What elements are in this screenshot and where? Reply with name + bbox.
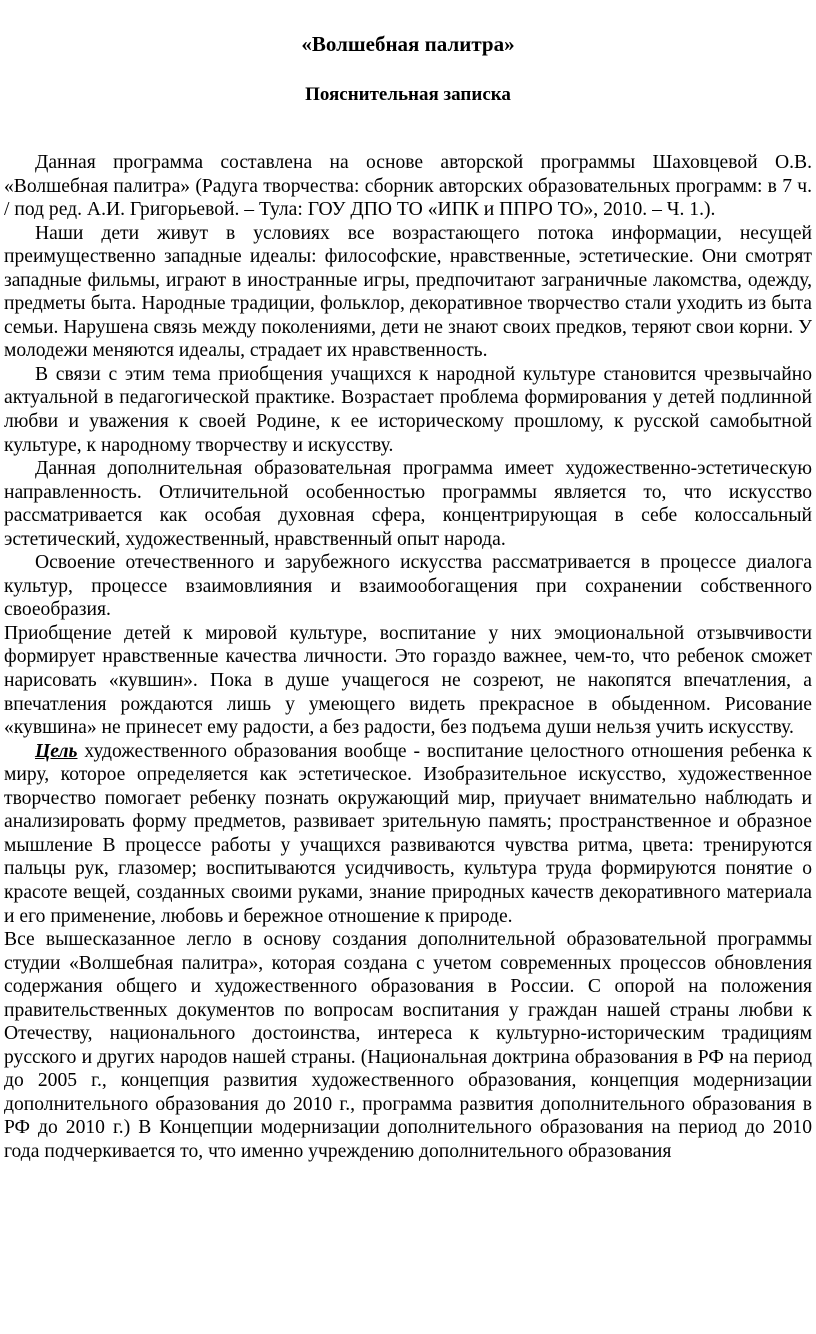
document-body (4, 151, 812, 1164)
paragraph-dialogue-of-cultures: Освоение отечественного и зарубежного искусства рассматривается в процессе диалога культур, процессе взаимовлияния и взаимообогащения при сохранении собственного своеобразия. (4, 552, 812, 621)
paragraph-source: Данная программа составлена на основе авторской программы Шаховцевой О.В. «Волшебная палитра» (Радуга творчества: сборник авторских образовательных программ: в 7 ч. / под ред. А.И. Григорьевой. – Тула: ГОУ ДПО ТО «ИПК и ППРО ТО», 2010. – Ч. 1.). (4, 152, 812, 221)
paragraph-children-context: Наши дети живут в условиях все возрастающего потока информации, несущей преимущественно западные идеалы: философские, нравственные, эстетические. Они смотрят западные фильмы, играют в иностранные игры, предпочитают заграничные лакомства, одежду, предметы быта. Народные традиции, фольклор, декоративное творчество стали уходить из быта семьи. Нарушена связь между поколениями, дети не знают своих предков, теряют свои корни. У молодежи меняются идеалы, страдает их нравственность. (4, 222, 812, 362)
paragraph-program-basis: Все вышесказанное легло в основу создания дополнительной образовательной программы студии «Волшебная палитра», которая создана с учетом современных процессов обновления содержания общего и художественного образования в России. С опорой на положения правительственных документов по вопросам воспитания у граждан нашей страны любви к Отечеству, национального достоинства, интереса к культурно-историческим традициям русского и других народов нашей страны. (Национальная доктрина образования в РФ на период до 2005 г., концепция развития художественного образования, концепция модернизации дополнительного образования до 2010 г., программа развития дополнительного образования в РФ до 2010 г.) В Концепции модернизации дополнительного образования на период до 2010 года подчеркивается то, что именно учреждению дополнительного образования (4, 929, 812, 1162)
paragraph-world-culture: Приобщение детей к мировой культуре, воспитание у них эмоциональной отзывчивости формирует нравственные качества личности. Это гораздо важнее, чем-то, что ребенок сможет нарисовать «кувшин». Пока в душе учащегося не созреют, не накопятся впечатления, а впечатления рождаются лишь у умеющего видеть прекрасное в обыденном. Рисование «кувшина» не принесет ему радости, а без радости, без подъема души нельзя учить искусству. (4, 622, 812, 739)
paragraph-folk-culture: В связи с этим тема приобщения учащихся к народной культуре становится чрезвычайно актуальной в педагогической практике. Возрастает проблема формирования у детей подлинной любви и уважения к своей Родине, к ее историческому прошлому, к русской самобытной культуре, к народному творчеству и искусству. (4, 363, 812, 456)
document-title: «Волшебная палитра» (301, 32, 515, 56)
goal-keyword: Цель (35, 740, 78, 762)
document-subtitle: Пояснительная записка (305, 84, 511, 105)
paragraph-program-direction: Данная дополнительная образовательная программа имеет художественно-эстетическую направленность. Отличительной особенностью программы является то, что искусство рассматривается как особая духовная сфера, концентрирующая в себе колоссальный эстетический, художественный, нравственный опыт народа. (4, 458, 812, 550)
goal-text: художественного образования вообще - воспитание целостного отношения ребенка к миру, которое определяется как эстетическое. Изобразительное искусство, художественное творчество помогает ребенку познать окружающий мир, приучает внимательно наблюдать и анализировать форму предметов, развивает зрительную память; пространственное и образное мышление В процессе работы у учащихся развиваются чувства ритма, цвета: тренируются пальцы рук, глазомер; воспитываются усидчивость, культура труда формируются понятие о красоте вещей, созданных своими руками, знание природных качеств декоративного материала и его применение, любовь и бережное отношение к природе. (4, 740, 812, 927)
paragraph-goal (4, 740, 812, 928)
